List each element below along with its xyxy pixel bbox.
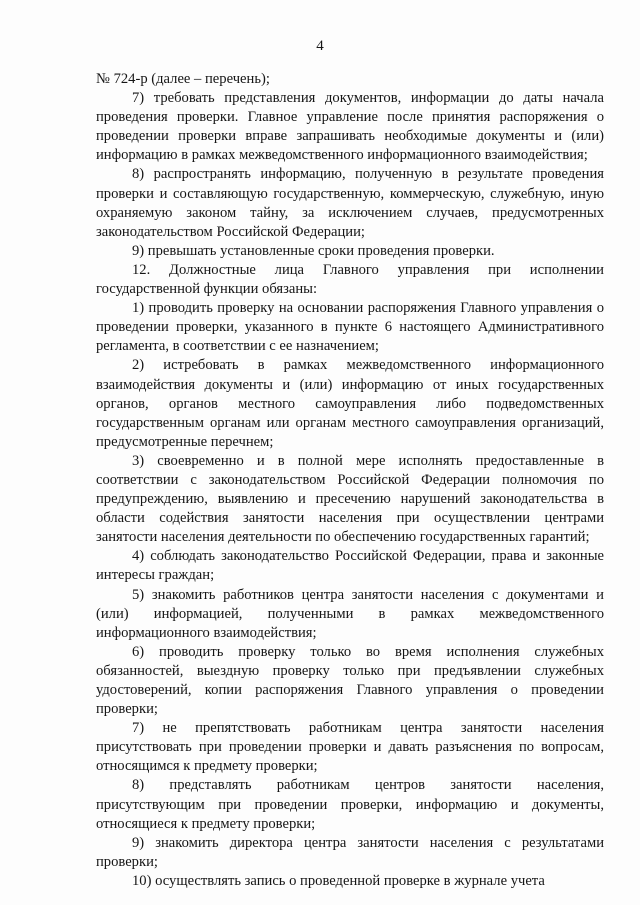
paragraph-duty-3: 3) своевременно и в полной мере исполнять предоставленные в соответствии с законодательством Российской Федерации полномочия по предупреждению, выявлению и пресечению нарушений законодательства в области содействия занятости населения при осуществлении центрами занятости населения деятельности по обеспечению государственных гарантий; <box>96 452 604 546</box>
paragraph-item-7-prohibition: 7) требовать представления документов, информации до даты начала проведения проверки. Главное управление после принятия распоряжения о проведении проверки вправе запрашивать необходимые документы и (или) информацию в рамках межведомственного информационного взаимодействия; <box>96 90 604 164</box>
paragraph-duty-2: 2) истребовать в рамках межведомственного информационного взаимодействия документы и (или) информацию от иных государственных органов, органов местного самоуправления либо подведомственных государственным органам или органам местного самоуправления организаций, предусмотренные перечнем; <box>96 357 604 450</box>
paragraph-duty-9: 9) знакомить директора центра занятости населения с результатами проверки; <box>96 834 604 870</box>
paragraph-section-12-heading: 12. Должностные лица Главного управления при исполнении государственной функции обязаны: <box>96 261 604 298</box>
paragraph-item-8-prohibition: 8) распространять информацию, полученную в результате проведения проверки и составляющую государственную, коммерческую, служебную, иную охраняемую законом тайну, за исключением случаев, предусмотренных законодательством Российской Федерации; <box>96 166 604 240</box>
paragraph-list-reference: № 724-р (далее – перечень); <box>96 71 270 87</box>
paragraph-item-9-prohibition: 9) превышать установленные сроки проведения проверки. <box>132 242 495 259</box>
paragraph-duty-8: 8) представлять работникам центров занятости населения, присутствующим при проведении проверки, информацию и документы, относящиеся к предмету проверки; <box>96 777 604 832</box>
paragraph-duty-10: 10) осуществлять запись о проведенной проверке в журнале учета <box>132 872 545 889</box>
paragraph-duty-4: 4) соблюдать законодательство Российской Федерации, права и законные интересы граждан; <box>96 548 604 584</box>
document-body <box>96 70 604 891</box>
paragraph-duty-1: 1) проводить проверку на основании распоряжения Главного управления о проведении проверки, указанного в пункте 6 настоящего Административного регламента, в соответствии с ее назначением; <box>96 300 604 355</box>
page-number: 4 <box>316 38 324 54</box>
paragraph-duty-7: 7) не препятствовать работникам центра занятости населения присутствовать при проведении проверки и давать разъяснения по вопросам, относящимся к предмету проверки; <box>96 720 604 775</box>
paragraph-duty-6: 6) проводить проверку только во время исполнения служебных обязанностей, выездную проверку только при предъявлении служебных удостоверений, копии распоряжения Главного управления о проведении проверки; <box>96 643 604 718</box>
paragraph-duty-5: 5) знакомить работников центра занятости населения с документами и (или) информацией, полученными в рамках межведомственного информационного взаимодействия; <box>96 586 604 641</box>
